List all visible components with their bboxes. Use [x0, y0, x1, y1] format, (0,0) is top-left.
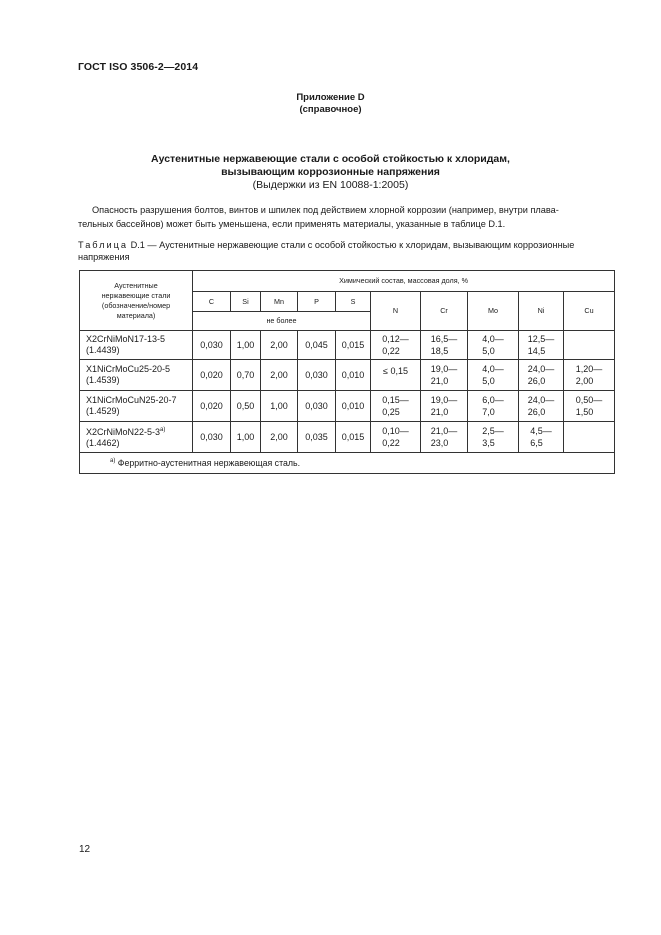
table-caption-text: D.1 — Аустенитные нержавеющие стали с особой стойкостью к хлоридам, вызывающим коррозионные	[128, 240, 575, 250]
cell-mo: 4,0— 5,0	[468, 331, 519, 360]
cell-c: 0,020	[193, 360, 231, 391]
table-footnote-row	[80, 453, 615, 474]
cell-mo: 6,0— 7,0	[468, 391, 519, 422]
section-title-line1: Аустенитные нержавеющие стали с особой стойкостью к хлоридам,	[151, 153, 510, 165]
cell-grade: $X2CrNiMoN22-5-3^{а)}$ (1.4462)	[80, 422, 193, 453]
header-chem-group: Химический состав, массовая доля, %	[193, 271, 615, 292]
table-row	[80, 422, 615, 453]
cell-c: 0,030	[193, 331, 231, 360]
cell-n: 0,15— 0,25	[371, 391, 421, 422]
appendix-note: (справочное)	[299, 104, 362, 115]
header-grade: Аустенитные нержавеющие стали (обозначение/номер материала)	[80, 271, 193, 331]
table-caption	[78, 239, 618, 263]
cell-s: 0,010	[336, 391, 371, 422]
cell-mo: 4,0— 5,0	[468, 360, 519, 391]
document-header: ГОСТ ISO 3506-2—2014	[78, 61, 199, 73]
section-title-line2: вызывающим коррозионные напряжения	[221, 166, 440, 178]
cell-n: ≤ 0,15	[371, 360, 421, 391]
page-number: 12	[79, 844, 91, 855]
cell-s: 0,010	[336, 360, 371, 391]
cell-grade: X2CrNiMoN17-13-5 (1.4439)	[80, 331, 193, 360]
cell-ni: 4,5— 6,5	[519, 422, 564, 453]
cell-cr: 21,0— 23,0	[421, 422, 468, 453]
header-s: S	[336, 292, 371, 312]
cell-p: 0,030	[298, 391, 336, 422]
cell-mn: 1,00	[261, 391, 298, 422]
cell-mo: 2,5— 3,5	[468, 422, 519, 453]
header-p: P	[298, 292, 336, 312]
steel-composition-table	[79, 270, 615, 474]
header-si: Si	[231, 292, 261, 312]
cell-si: 0,70	[231, 360, 261, 391]
cell-ni: 12,5— 14,5	[519, 331, 564, 360]
paragraph	[78, 203, 614, 231]
cell-c: 0,030	[193, 422, 231, 453]
table-caption-line2: напряжения	[78, 252, 130, 262]
cell-si: 1,00	[231, 331, 261, 360]
cell-mn: 2,00	[261, 422, 298, 453]
header-ni: Ni	[519, 292, 564, 331]
cell-cr: 16,5— 18,5	[421, 331, 468, 360]
cell-mn: 2,00	[261, 360, 298, 391]
header-max-label: не более	[193, 312, 371, 331]
cell-p: 0,035	[298, 422, 336, 453]
cell-s: 0,015	[336, 422, 371, 453]
cell-mn: 2,00	[261, 331, 298, 360]
cell-s: 0,015	[336, 331, 371, 360]
cell-cr: 19,0— 21,0	[421, 391, 468, 422]
cell-si: 1,00	[231, 422, 261, 453]
cell-n: 0,10— 0,22	[371, 422, 421, 453]
table-footnote: $^{а)}$ Ферритно-аустенитная нержавеющая сталь.	[80, 453, 615, 474]
table-row	[80, 391, 615, 422]
cell-p: 0,030	[298, 360, 336, 391]
cell-grade: X1NiCrMoCuN25-20-7 (1.4529)	[80, 391, 193, 422]
paragraph-line1: Опасность разрушения болтов, винтов и шпилек под действием хлорной коррозии (например, внутри плава-	[92, 205, 559, 215]
cell-ni: 24,0— 26,0	[519, 391, 564, 422]
header-cu: Cu	[564, 292, 615, 331]
header-mn: Mn	[261, 292, 298, 312]
cell-si: 0,50	[231, 391, 261, 422]
cell-cu: 0,50— 1,50	[564, 391, 615, 422]
cell-cu	[564, 422, 615, 453]
table-row	[80, 360, 615, 391]
cell-ni: 24,0— 26,0	[519, 360, 564, 391]
cell-cu	[564, 331, 615, 360]
header-n: N	[371, 292, 421, 331]
paragraph-line2: тельных бассейнов) может быть уменьшена, если применять материалы, указанные в таблице D.1.	[78, 219, 506, 229]
cell-cu: 1,20— 2,00	[564, 360, 615, 391]
appendix-title: Приложение D	[296, 92, 365, 103]
header-mo: Mo	[468, 292, 519, 331]
cell-p: 0,045	[298, 331, 336, 360]
cell-grade: X1NiCrMoCu25-20-5 (1.4539)	[80, 360, 193, 391]
header-c: C	[193, 292, 231, 312]
table-caption-label: Таблица	[78, 240, 129, 250]
section-source: (Выдержки из EN 10088-1:2005)	[252, 179, 409, 191]
table-row	[80, 331, 615, 360]
cell-c: 0,020	[193, 391, 231, 422]
cell-cr: 19,0— 21,0	[421, 360, 468, 391]
cell-n: 0,12— 0,22	[371, 331, 421, 360]
header-cr: Cr	[421, 292, 468, 331]
